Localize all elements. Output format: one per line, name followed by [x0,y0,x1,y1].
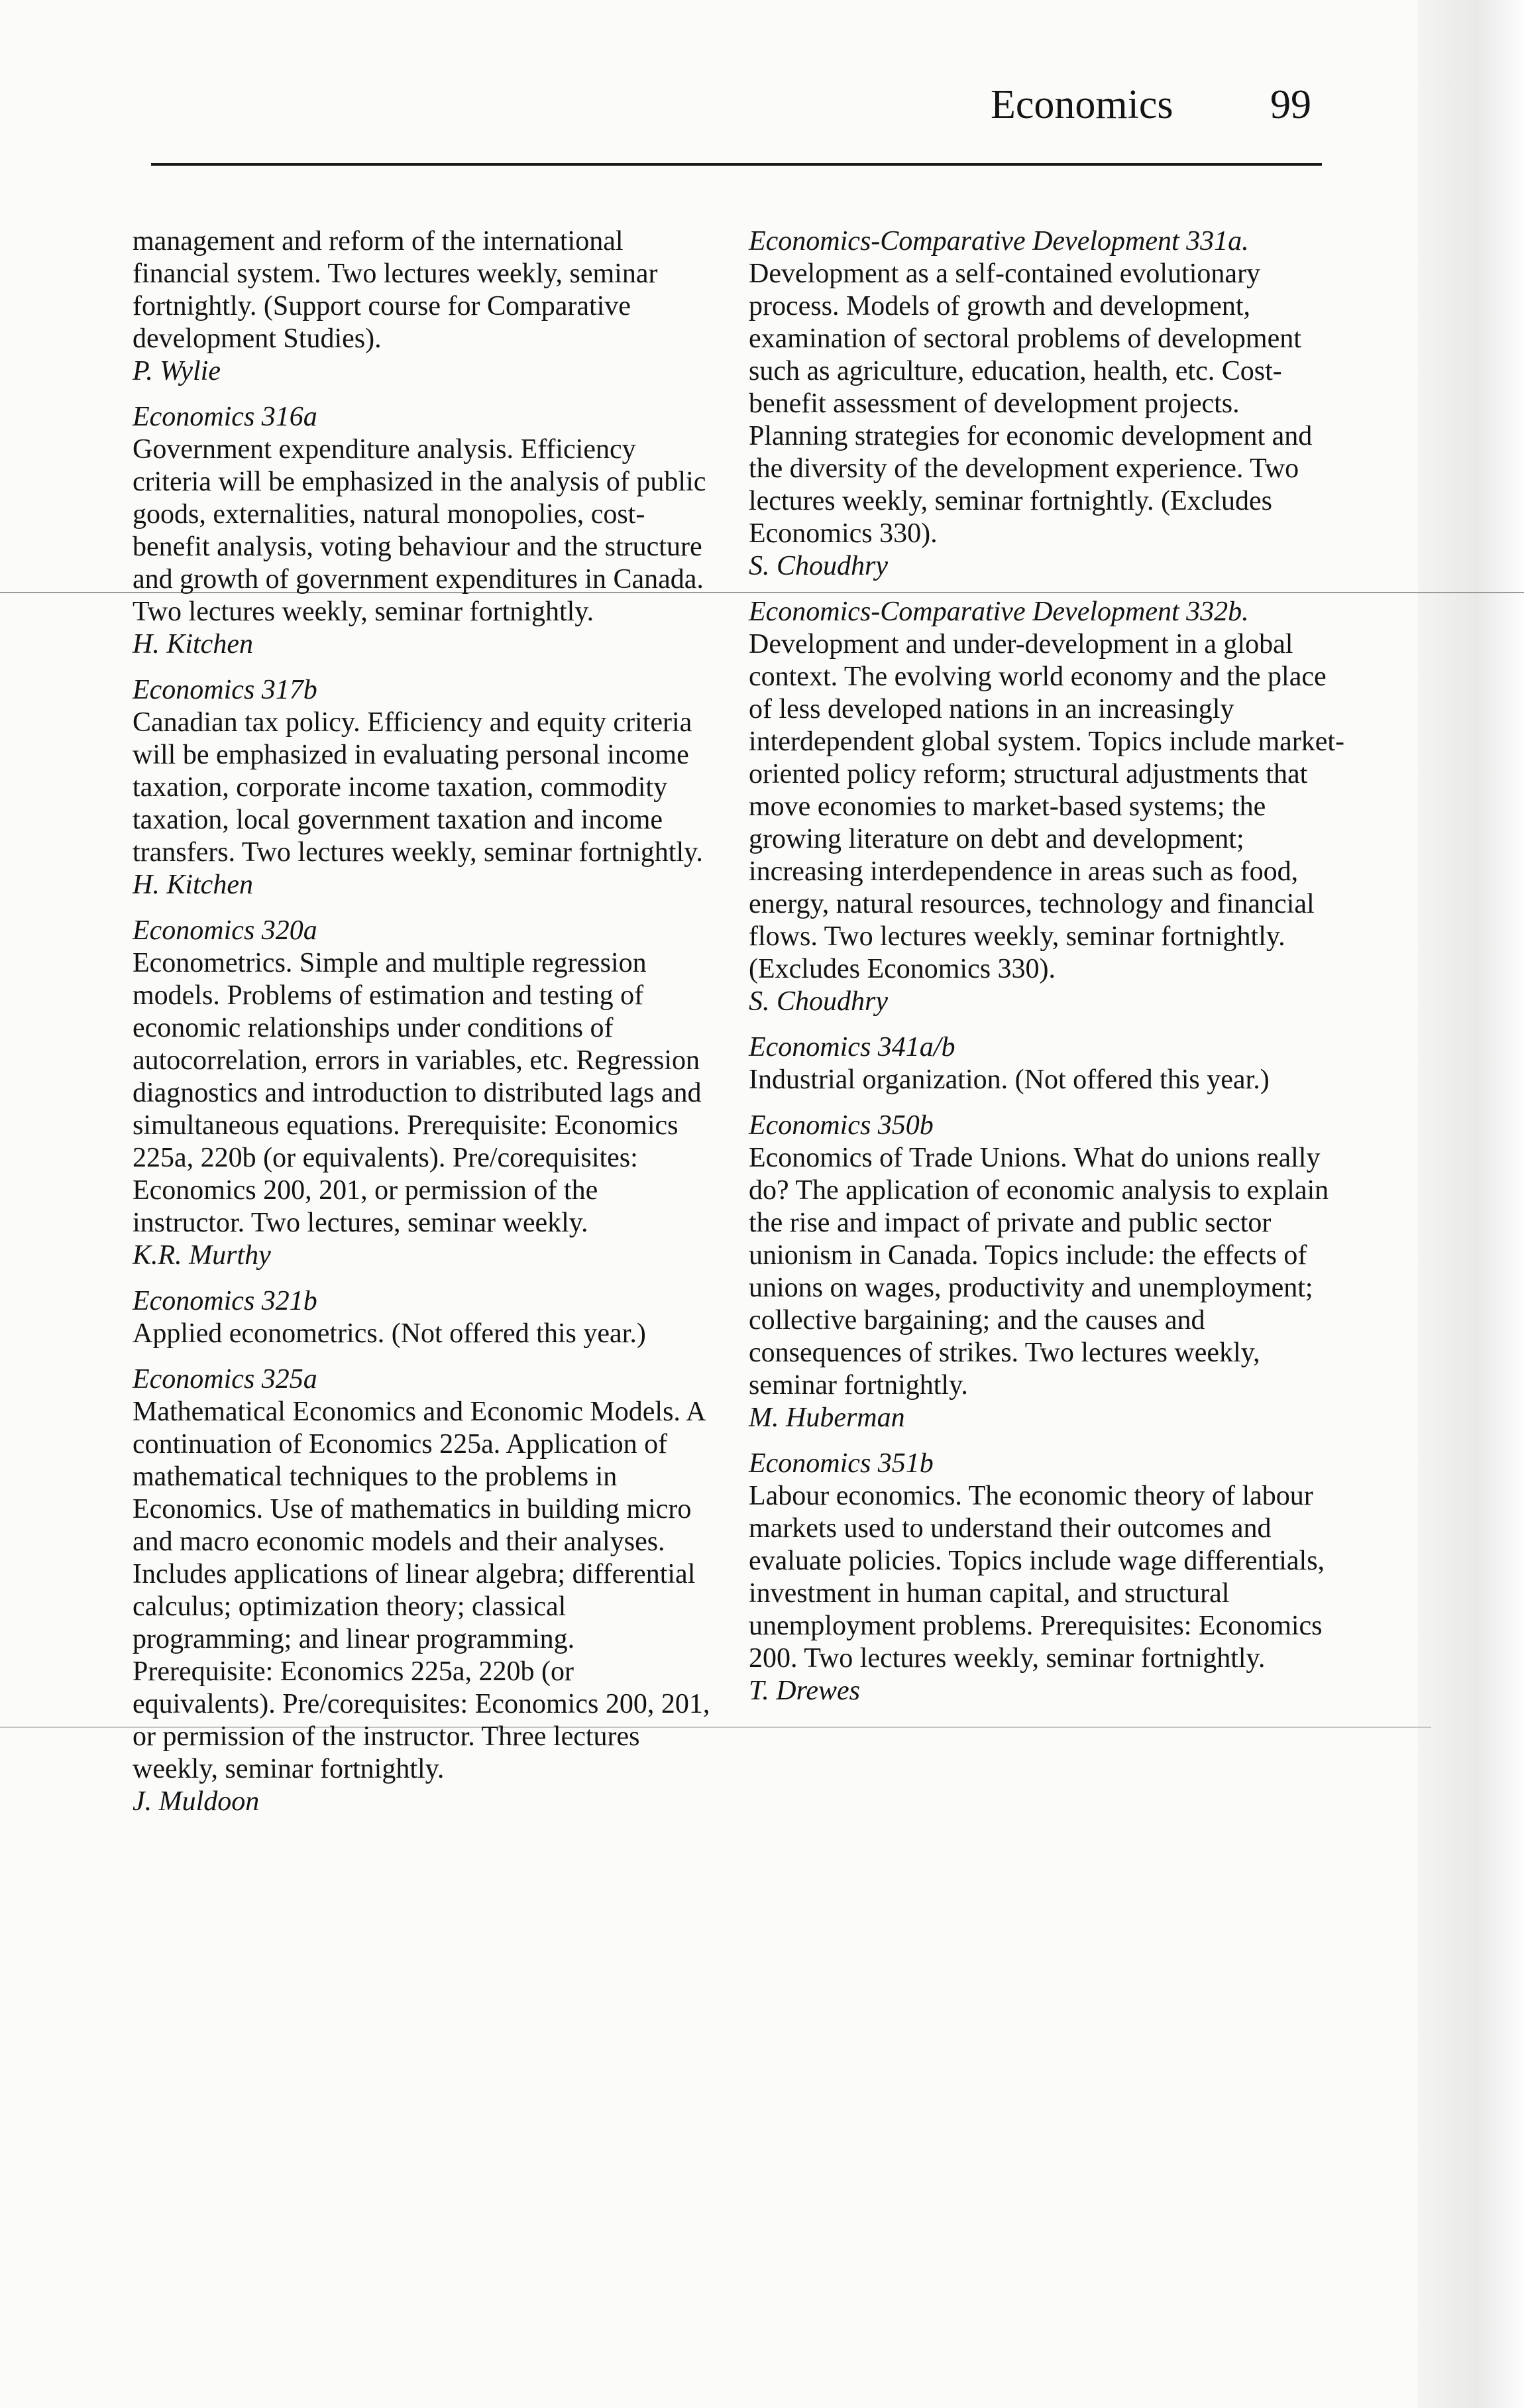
running-head [991,78,1322,131]
course-entry [749,1110,1345,1434]
course-entry [749,225,1345,583]
course-description: Mathematical Economics and Economic Models. A continuation of Economics 225a. Application of mathematical techniques to the problems in Economics. Use of mathematics in building micro and macro economic models and their analyses. Includes applications of linear algebra; differential calculus; optimization theory; classical programming; and linear programming. Prerequisite: Economics 225a, 220b (or equivalents). Pre/corequisites: Economics 200, 201, or permission of the instructor. Three lectures weekly, seminar fortnightly. [133,1397,710,1784]
course-description: Development and under-development in a global context. The evolving world economy and the place of less developed nations in an increasingly interdependent global system. Topics include market-oriented policy reform; structural adjustments that move economies to market-based systems; the growing literature on debt and development; increasing interdependence in areas such as food, energy, natural resources, technology and financial flows. Two lectures weekly, seminar fortnightly. (Excludes Economics 330). [749,629,1345,984]
course-entry [133,1363,716,1818]
course-instructor: S. Choudhry [749,551,888,581]
course-code: Economics 316a [133,402,317,432]
right-column [749,225,1345,1721]
course-code: Economics 321b [133,1286,317,1316]
course-instructor: H. Kitchen [133,870,253,900]
course-description: Industrial organization. (Not offered this year.) [749,1064,1270,1095]
course-description: Canadian tax policy. Efficiency and equity criteria will be emphasized in evaluating personal income taxation, corporate income taxation, commodity taxation, local government taxation and income transfers. Two lectures weekly, seminar fortnightly. [133,707,703,868]
course-code: Economics 317b [133,675,317,705]
course-description: Economics of Trade Unions. What do unions really do? The application of economic analysis to explain the rise and impact of private and public sector unionism in Canada. Topics include: the effects of unions on wages, productivity and unemployment; collective bargaining; and the causes and consequences of strikes. Two lectures weekly, seminar fortnightly. [749,1143,1329,1401]
course-code: Economics 350b [749,1110,934,1141]
scan-shadow [1418,0,1524,2408]
course-description: Applied econometrics. (Not offered this year.) [133,1318,646,1349]
course-entry [133,915,716,1272]
course-code: Economics-Comparative Development 331a. [749,226,1249,257]
course-description: Development as a self-contained evolutionary process. Models of growth and development, examination of sectoral problems of development such as agriculture, education, health, etc. Cost-benefit assessment of development projects. Planning strategies for economic development and the diversity of the development experience. Two lectures weekly, seminar fortnightly. (Excludes Economics 330). [749,258,1313,549]
course-entry [133,674,716,901]
course-instructor: K.R. Murthy [133,1240,271,1271]
course-instructor: J. Muldoon [133,1786,260,1817]
course-code: Economics 325a [133,1364,317,1395]
course-code: Economics 320a [133,915,317,946]
section-title: Economics [991,82,1173,127]
course-instructor: P. Wylie [133,356,221,386]
course-entry [133,225,716,388]
course-instructor: T. Drewes [749,1676,860,1706]
course-entry [133,1285,716,1350]
header-rule [151,163,1322,166]
page-number: 99 [1270,82,1311,127]
left-column [133,225,716,1831]
course-code: Economics 351b [749,1448,934,1479]
course-entry [749,596,1345,1018]
course-description: Labour economics. The economic theory of labour markets used to understand their outcomes and evaluate policies. Topics include wage differentials, investment in human capital, and structural unemployment problems. Prerequisites: Economics 200. Two lectures weekly, seminar fortnightly. [749,1481,1325,1674]
course-instructor: M. Huberman [749,1403,905,1433]
course-description: management and reform of the international financial system. Two lectures weekly, seminar fortnightly. (Support course for Comparative development Studies). [133,226,658,354]
course-description: Econometrics. Simple and multiple regression models. Problems of estimation and testing of economic relationships under conditions of autocorrelation, errors in variables, etc. Regression diagnostics and introduction to distributed lags and simultaneous equations. Prerequisite: Economics 225a, 220b (or equivalents). Pre/corequisites: Economics 200, 201, or permission of the instructor. Two lectures, seminar weekly. [133,948,702,1238]
course-code: Economics-Comparative Development 332b. [749,597,1249,627]
course-entry [749,1448,1345,1707]
course-entry [133,401,716,661]
course-description: Government expenditure analysis. Efficiency criteria will be emphasized in the analysis of public goods, externalities, natural monopolies, cost-benefit analysis, voting behaviour and the structure and growth of government expenditures in Canada. Two lectures weekly, seminar fortnightly. [133,434,706,627]
course-instructor: S. Choudhry [749,986,888,1017]
course-entry [749,1031,1345,1096]
course-code: Economics 341a/b [749,1032,955,1062]
course-instructor: H. Kitchen [133,629,253,659]
